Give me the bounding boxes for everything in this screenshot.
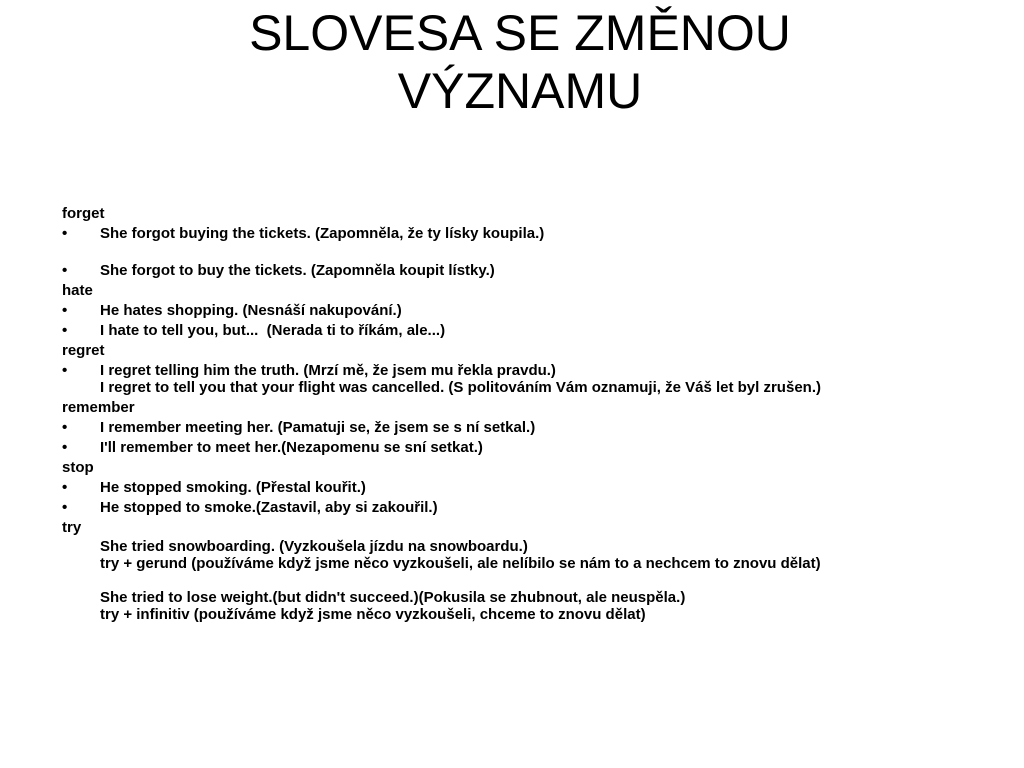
bullet-icon: • — [62, 479, 68, 496]
section-heading-hate: hate — [62, 282, 93, 299]
bullet-item — [62, 419, 992, 436]
bullet-item — [62, 439, 992, 456]
bullet-text: I regret to tell you that your flight was cancelled. (S politováním Vám oznamuji, že Váš let byl zrušen.) — [100, 379, 821, 396]
bullet-text: He hates shopping. (Nesnáší nakupování.) — [100, 302, 402, 319]
try-block-infinitive — [62, 589, 992, 623]
section-heading-remember: remember — [62, 399, 135, 416]
bullet-item — [62, 302, 992, 319]
bullet-item — [62, 262, 992, 279]
try-text: She tried snowboarding. (Vyzkoušela jízdu na snowboardu.) — [100, 538, 528, 555]
bullet-icon: • — [62, 362, 68, 379]
bullet-icon: • — [62, 419, 68, 436]
bullet-text: I regret telling him the truth. (Mrzí mě, že jsem mu řekla pravdu.) — [100, 362, 556, 379]
bullet-text: I'll remember to meet her.(Nezapomenu se sní setkat.) — [100, 439, 483, 456]
slide-title-line: VÝZNAMU — [397, 63, 643, 119]
try-text: She tried to lose weight.(but didn't succeed.)(Pokusila se zhubnout, ale neuspěla.) — [100, 589, 686, 606]
bullet-text: I remember meeting her. (Pamatuji se, že jsem se s ní setkal.) — [100, 419, 536, 436]
bullet-item — [62, 225, 992, 242]
section-heading-regret: regret — [62, 342, 105, 359]
bullet-item — [62, 322, 992, 339]
try-block-gerund — [62, 538, 992, 572]
slide-title — [120, 4, 920, 120]
bullet-item — [62, 362, 992, 396]
section-heading-stop: stop — [62, 459, 94, 476]
bullet-text: I hate to tell you, but... (Nerada ti to říkám, ale...) — [100, 322, 446, 339]
try-text: try + gerund (používáme když jsme něco vyzkoušeli, ale nelíbilo se nám to a nechcem to znovu dělat) — [100, 555, 821, 572]
try-text: try + infinitiv (používáme když jsme něco vyzkoušeli, chceme to znovu dělat) — [100, 606, 646, 623]
bullet-icon: • — [62, 225, 68, 242]
bullet-icon: • — [62, 322, 68, 339]
bullet-text: He stopped to smoke.(Zastavil, aby si zakouřil.) — [100, 499, 438, 516]
bullet-text: She forgot to buy the tickets. (Zapomněla koupit lístky.) — [100, 262, 495, 279]
bullet-text: He stopped smoking. (Přestal kouřit.) — [100, 479, 366, 496]
bullet-icon: • — [62, 262, 68, 279]
slide-title-line: SLOVESA SE ZMĚNOU — [249, 5, 791, 61]
bullet-text: She forgot buying the tickets. (Zapomněla, že ty lísky koupila.) — [100, 225, 545, 242]
bullet-icon: • — [62, 439, 68, 456]
section-heading-forget: forget — [62, 205, 105, 222]
bullet-item — [62, 479, 992, 496]
bullet-item — [62, 499, 992, 516]
bullet-icon: • — [62, 302, 68, 319]
slide-content — [62, 202, 992, 623]
section-heading-try: try — [62, 519, 82, 536]
bullet-icon: • — [62, 499, 68, 516]
